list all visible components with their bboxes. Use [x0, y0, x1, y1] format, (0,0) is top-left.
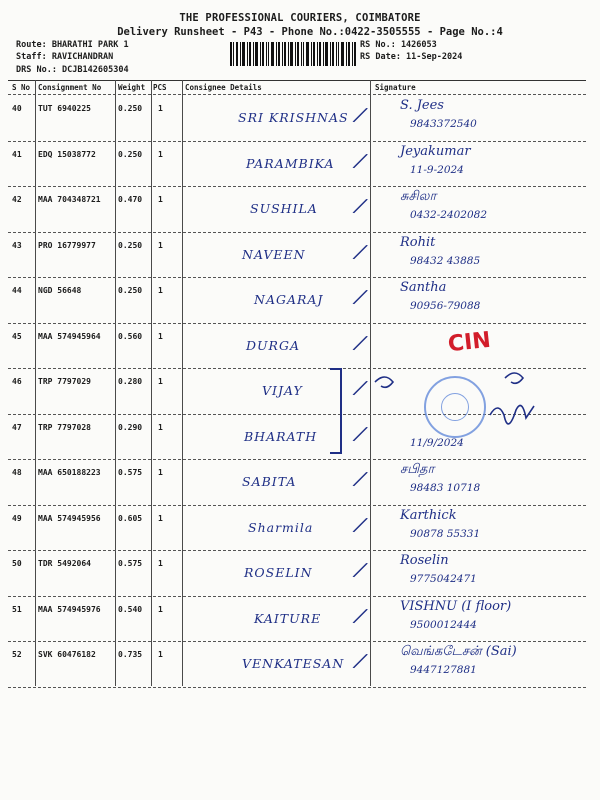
- row-signature-phone: 11-9-2024: [410, 163, 464, 176]
- row-sno: 42: [12, 195, 22, 204]
- row-consignee-name: VENKATESAN: [242, 656, 345, 671]
- table-row: [0, 597, 600, 643]
- check-mark: ⁄: [355, 240, 365, 266]
- row-pcs: 1: [158, 513, 163, 523]
- row-pcs: 1: [158, 195, 163, 204]
- row-signature-phone: 9843372540: [410, 118, 477, 130]
- row-weight: 0.470: [118, 195, 143, 204]
- check-mark: ⁄: [355, 376, 365, 403]
- table-row: [0, 142, 600, 188]
- row-separator: [8, 687, 586, 688]
- col-header-consignee: Consignee Details: [185, 83, 262, 92]
- row-sno: 48: [12, 468, 22, 477]
- row-signature: Roselin: [400, 553, 449, 568]
- row-consignment-no: TDR 5492064: [38, 559, 91, 568]
- row-consignee-name: NAVEEN: [242, 246, 306, 262]
- row-consignee-name: SRI KRISHNAS: [238, 110, 349, 125]
- row-sno: 43: [12, 240, 22, 250]
- row-consignment-no: NGD 56648: [38, 286, 82, 295]
- check-mark: ⁄: [355, 558, 365, 585]
- row-consignment-no: EDQ 15038772: [38, 149, 96, 159]
- row-signature: வெங்கடேசன் (Sai): [400, 644, 517, 659]
- table-row: [0, 551, 600, 597]
- row-sno: 50: [12, 559, 22, 568]
- bracket-mark: [330, 368, 342, 454]
- table-row: [0, 506, 600, 552]
- row-signature-phone: 90956-79088: [410, 300, 481, 312]
- table-row: [0, 187, 600, 233]
- header-rule: [8, 94, 586, 95]
- row-signature-phone: 98432 43885: [410, 254, 481, 267]
- rs-number: RS No.: 1426053: [360, 40, 437, 50]
- row-consignee-name: KAITURE: [254, 610, 322, 626]
- row-sno: 49: [12, 513, 22, 523]
- route-label: Route: BHARATHI PARK 1: [16, 40, 129, 50]
- row-consignee-name: VIJAY: [262, 383, 303, 398]
- row-weight: 0.250: [118, 240, 143, 250]
- row-signature-phone: 9447127881: [410, 664, 477, 676]
- row-pcs: 1: [158, 104, 163, 113]
- col-header-sno: S No: [12, 83, 31, 92]
- row-consignee-name: SABITA: [242, 474, 297, 489]
- check-mark: ⁄: [355, 194, 365, 221]
- row-signature: S. Jees: [400, 98, 444, 113]
- row-sno: 45: [12, 331, 22, 341]
- signature-scribble: [370, 360, 600, 455]
- row-pcs: 1: [158, 149, 163, 159]
- row-weight: 0.575: [118, 468, 143, 477]
- row-consignee-name: BHARATH: [244, 428, 318, 444]
- company-title: THE PROFESSIONAL COURIERS, COIMBATORE: [179, 12, 421, 24]
- table-row: [0, 642, 600, 688]
- row-consignment-no: TUT 6940225: [38, 104, 91, 113]
- col-header-consignment: Consignment No: [38, 83, 102, 92]
- row-pcs: 1: [158, 604, 163, 614]
- row-weight: 0.280: [118, 377, 143, 386]
- row-consignment-no: PRO 16779977: [38, 240, 96, 250]
- row-consignment-no: MAA 574945964: [38, 331, 101, 341]
- row-consignee-name: NAGARAJ: [254, 292, 324, 307]
- check-mark: ⁄: [355, 331, 365, 357]
- row-consignee-name: SUSHILA: [250, 201, 318, 216]
- table-row: [0, 278, 600, 324]
- row-weight: 0.605: [118, 513, 143, 523]
- row-pcs: 1: [158, 468, 163, 477]
- row-signature-phone: 0432-2402082: [410, 209, 488, 221]
- col-header-signature: Signature: [375, 83, 416, 92]
- table-top-rule: [8, 80, 586, 81]
- row-pcs: 1: [158, 331, 163, 341]
- row-signature: சபிதா: [400, 462, 435, 477]
- check-mark: ⁄: [355, 604, 365, 630]
- check-mark: ⁄: [355, 103, 365, 130]
- barcode: [230, 42, 356, 66]
- row-signature: Jeyakumar: [400, 143, 471, 159]
- row-signature-phone: 98483 10718: [410, 482, 481, 494]
- row-consignee-name: DURGA: [246, 337, 300, 353]
- row-sno: 47: [12, 422, 22, 432]
- row-consignment-no: MAA 704348721: [38, 195, 101, 204]
- row-consignment-no: MAA 574945976: [38, 604, 101, 614]
- row-sno: 44: [12, 286, 22, 295]
- row-signature-phone: 90878 55331: [410, 527, 481, 540]
- table-row: [0, 460, 600, 506]
- row-weight: 0.735: [118, 650, 143, 659]
- row-signature: Santha: [400, 280, 447, 295]
- check-mark: ⁄: [355, 513, 365, 539]
- table-row: [0, 96, 600, 142]
- row-weight: 0.540: [118, 604, 143, 614]
- row-signature: Rohit: [400, 234, 436, 250]
- table-row: [0, 233, 600, 279]
- drs-number: DRS No.: DCJB142605304: [16, 65, 129, 75]
- rs-date: RS Date: 11-Sep-2024: [360, 52, 463, 62]
- row-sno: 52: [12, 650, 22, 659]
- runsheet-subtitle: Delivery Runsheet - P43 - Phone No.:0422-3505555 - Page No.:4: [117, 26, 503, 38]
- row-weight: 0.250: [118, 104, 143, 113]
- row-consignee-name: PARAMBIKA: [246, 155, 335, 171]
- row-weight: 0.560: [118, 331, 143, 341]
- row-pcs: 1: [158, 377, 163, 386]
- row-consignment-no: MAA 574945956: [38, 513, 101, 523]
- row-pcs: 1: [158, 650, 163, 659]
- check-mark: ⁄: [355, 149, 365, 175]
- row-weight: 0.250: [118, 149, 143, 159]
- row-sno: 40: [12, 104, 22, 113]
- row-sno: 41: [12, 149, 22, 159]
- col-header-weight: Weight: [118, 83, 146, 92]
- row-pcs: 1: [158, 422, 163, 432]
- row-weight: 0.250: [118, 286, 143, 295]
- row-pcs: 1: [158, 240, 163, 250]
- row-pcs: 1: [158, 559, 163, 568]
- row-weight: 0.290: [118, 422, 143, 432]
- check-mark: ⁄: [355, 467, 365, 494]
- row-signature: VISHNU (I floor): [400, 598, 512, 614]
- row-consignment-no: TRP 7797029: [38, 377, 91, 386]
- row-consignment-no: MAA 650188223: [38, 468, 101, 477]
- row-consignment-no: TRP 7797028: [38, 422, 91, 432]
- row-signature-phone: 11/9/2024: [410, 436, 464, 449]
- cin-annotation: CIN: [446, 327, 492, 358]
- check-mark: ⁄: [355, 422, 365, 448]
- row-sno: 46: [12, 377, 22, 386]
- row-signature-phone: 9500012444: [410, 618, 477, 631]
- row-consignee-name: ROSELIN: [244, 565, 313, 580]
- row-pcs: 1: [158, 286, 163, 295]
- row-consignment-no: SVK 60476182: [38, 650, 96, 659]
- row-signature: சுசிலா: [400, 189, 437, 204]
- row-weight: 0.575: [118, 559, 143, 568]
- row-signature: Karthick: [400, 507, 457, 523]
- check-mark: ⁄: [355, 285, 365, 312]
- row-signature-phone: 9775042471: [410, 573, 477, 585]
- row-consignee-name: Sharmila: [248, 519, 314, 535]
- check-mark: ⁄: [355, 649, 365, 676]
- row-sno: 51: [12, 604, 22, 614]
- staff-label: Staff: RAVICHANDRAN: [16, 52, 114, 62]
- col-header-pcs: PCS: [153, 83, 167, 92]
